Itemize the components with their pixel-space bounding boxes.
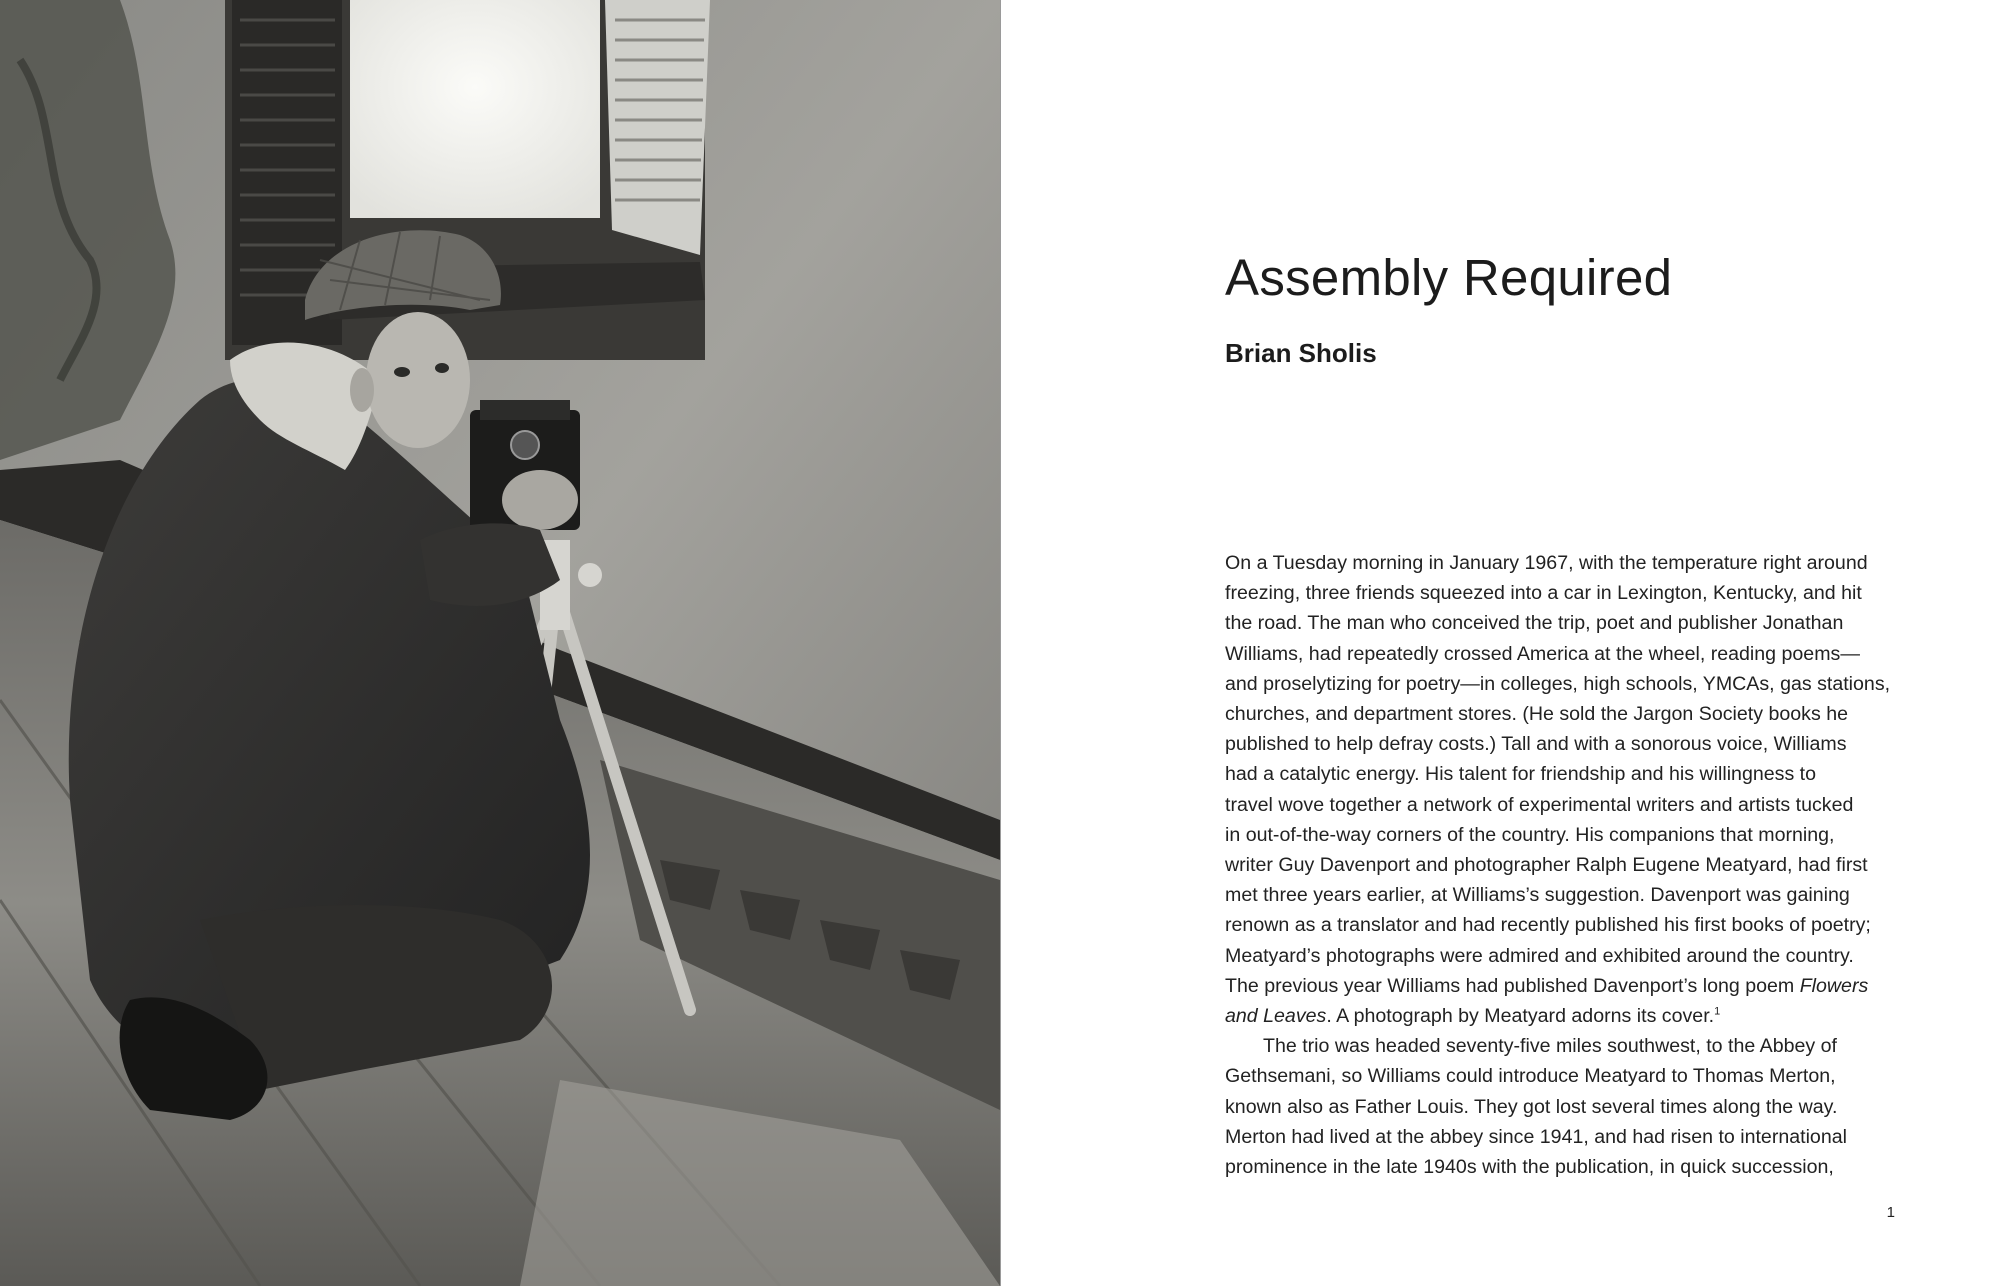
paragraph-1: [1225, 548, 1903, 1031]
text-line: On a Tuesday morning in January 1967, with the temperature right around: [1225, 552, 1868, 574]
text-line: Williams, had repeatedly crossed America at the wheel, reading poems—: [1225, 642, 1860, 665]
text-line: and proselytizing for poetry—in colleges, high schools, YMCAs, gas stations,: [1225, 672, 1891, 695]
page-number: 1: [1886, 1204, 1895, 1221]
footnote-marker: 1: [1714, 1005, 1721, 1018]
text-line: renown as a translator and had recently published his first books of poetry;: [1225, 914, 1871, 937]
text-line: had a catalytic energy. His talent for friendship and his willingness to: [1225, 763, 1817, 786]
text-line: in out-of-the-way corners of the country. His companions that morning,: [1225, 823, 1835, 846]
text-line: prominence in the late 1940s with the publication, in quick succession,: [1225, 1156, 1834, 1179]
essay-body: [1225, 548, 1903, 1182]
paragraph-2: [1225, 1031, 1903, 1182]
text-line: The trio was headed seventy-five miles southwest, to the Abbey of: [1263, 1035, 1837, 1058]
text-line: writer Guy Davenport and photographer Ralph Eugene Meatyard, had first: [1225, 854, 1868, 877]
text-line: met three years earlier, at Williams’s suggestion. Davenport was gaining: [1225, 884, 1850, 907]
text-segment: The previous year Williams had published Davenport’s long poem: [1225, 974, 1800, 997]
text-line: Merton had lived at the abbey since 1941, and had risen to international: [1225, 1125, 1847, 1148]
text-line: the road. The man who conceived the trip, poet and publisher Jonathan: [1225, 612, 1844, 635]
text-line: Meatyard’s photographs were admired and exhibited around the country.: [1225, 944, 1854, 967]
text-line: [1225, 971, 1903, 1001]
essay-title: Assembly Required: [1225, 249, 1673, 306]
text-page: [1001, 0, 2000, 1286]
text-line: freezing, three friends squeezed into a car in Lexington, Kentucky, and hit: [1225, 582, 1862, 605]
text-segment: . A photograph by Meatyard adorns its cover.: [1326, 1005, 1715, 1028]
text-line: Gethsemani, so Williams could introduce Meatyard to Thomas Merton,: [1225, 1065, 1836, 1088]
text-line: [1225, 1001, 1903, 1031]
text-line: churches, and department stores. (He sold the Jargon Society books he: [1225, 703, 1848, 726]
text-line: published to help defray costs.) Tall and with a sonorous voice, Williams: [1225, 733, 1847, 756]
essay-author: Brian Sholis: [1225, 338, 1377, 368]
text-line: travel wove together a network of experimental writers and artists tucked: [1225, 793, 1854, 816]
book-title-italic: Flowers: [1799, 974, 1869, 997]
book-title-italic: and Leaves: [1225, 1005, 1327, 1028]
text-line: known also as Father Louis. They got lost several times along the way.: [1225, 1095, 1838, 1118]
